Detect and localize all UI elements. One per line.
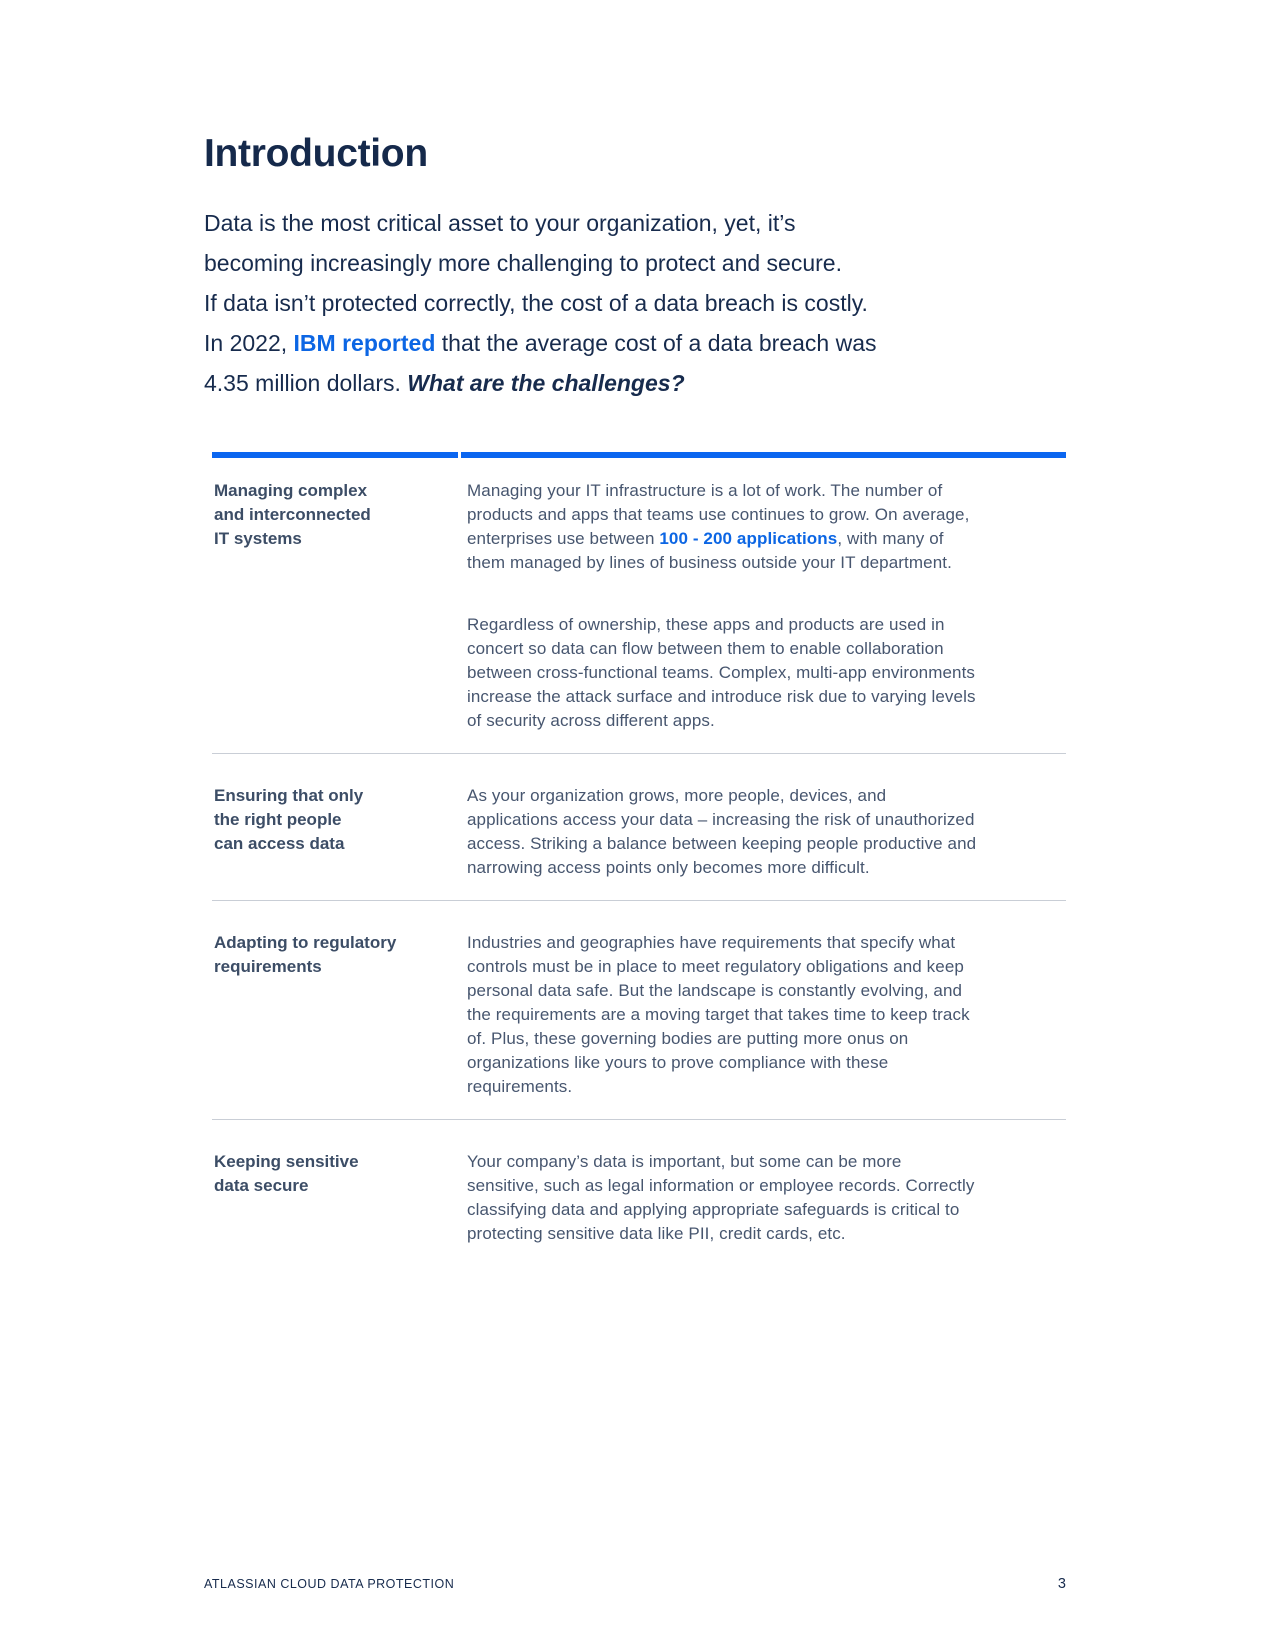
row-body: [461, 1150, 977, 1246]
row-paragraph: Regardless of ownership, these apps and products are used in concert so data can flow between them to enable collaboration between cross-functional teams. Complex, multi-app environments increase the attack surface and introduce risk due to varying levels of security across different apps.: [467, 615, 976, 730]
row-text: , with many of them managed by lines of business outside your IT department.: [467, 529, 952, 572]
intro-line-5-pre: 4.35 million dollars.: [204, 370, 408, 396]
row-body: [461, 479, 977, 733]
intro-line-1: Data is the most critical asset to your organization, yet, it’s: [204, 210, 796, 236]
intro-line-4-pre: In 2022,: [204, 330, 294, 356]
intro-line-3: If data isn’t protected correctly, the cost of a data breach is costly.: [204, 290, 868, 316]
applications-link[interactable]: 100 - 200 applications: [659, 529, 838, 548]
page-number: 3: [1057, 1576, 1066, 1592]
challenges-table: [212, 452, 1066, 1266]
row-title: Managing complex and interconnected IT systems: [214, 481, 371, 548]
table-row-regulatory: [212, 900, 1066, 1119]
footer-document-title: ATLASSIAN CLOUD DATA PROTECTION: [204, 1577, 455, 1591]
page-title: Introduction: [204, 132, 428, 175]
intro-line-2: becoming increasingly more challenging to protect and secure.: [204, 250, 842, 276]
row-title: Keeping sensitive data secure: [214, 1152, 359, 1195]
row-paragraph: Industries and geographies have requirements that specify what controls must be in place to meet regulatory obligations and keep personal data safe. But the landscape is constantly evolving, and the requirements are a moving target that takes time to keep track of. Plus, these governing bodies are putting more onus on organizations like yours to prove compliance with these requirements.: [467, 933, 970, 1096]
page-footer: [204, 1576, 1066, 1592]
row-paragraph: Your company’s data is important, but some can be more sensitive, such as legal information or employee records. Correctly classifying data and applying appropriate safeguards is critical to protecting sensitive data like PII, credit cards, etc.: [467, 1152, 975, 1243]
accent-bar-left-segment: [212, 452, 458, 458]
row-body: [461, 931, 977, 1099]
row-title: Adapting to regulatory requirements: [214, 933, 397, 976]
row-paragraph: [467, 479, 977, 575]
row-text: Managing your IT infrastructure is a lot of work. The number of products and apps that teams use continues to grow. On average, enterprises use between: [467, 481, 970, 548]
row-title: Ensuring that only the right people can access data: [214, 786, 364, 853]
row-body: [461, 784, 977, 880]
ibm-reported-link[interactable]: IBM reported: [293, 330, 436, 356]
intro-line-4-post: that the average cost of a data breach was: [435, 330, 877, 356]
row-paragraph: As your organization grows, more people, devices, and applications access your data – increasing the risk of unauthorized access. Striking a balance between keeping people productive and narrowing access points only becomes more difficult.: [467, 786, 977, 877]
intro-paragraph: [204, 203, 1044, 403]
table-row-sensitive-data: [212, 1119, 1066, 1266]
table-row-it-systems: [212, 458, 1066, 753]
table-row-access-control: [212, 753, 1066, 900]
table-top-accent-bar: [212, 452, 1066, 458]
intro-emphasis: What are the challenges?: [407, 370, 685, 396]
accent-bar-right-segment: [461, 452, 1066, 458]
